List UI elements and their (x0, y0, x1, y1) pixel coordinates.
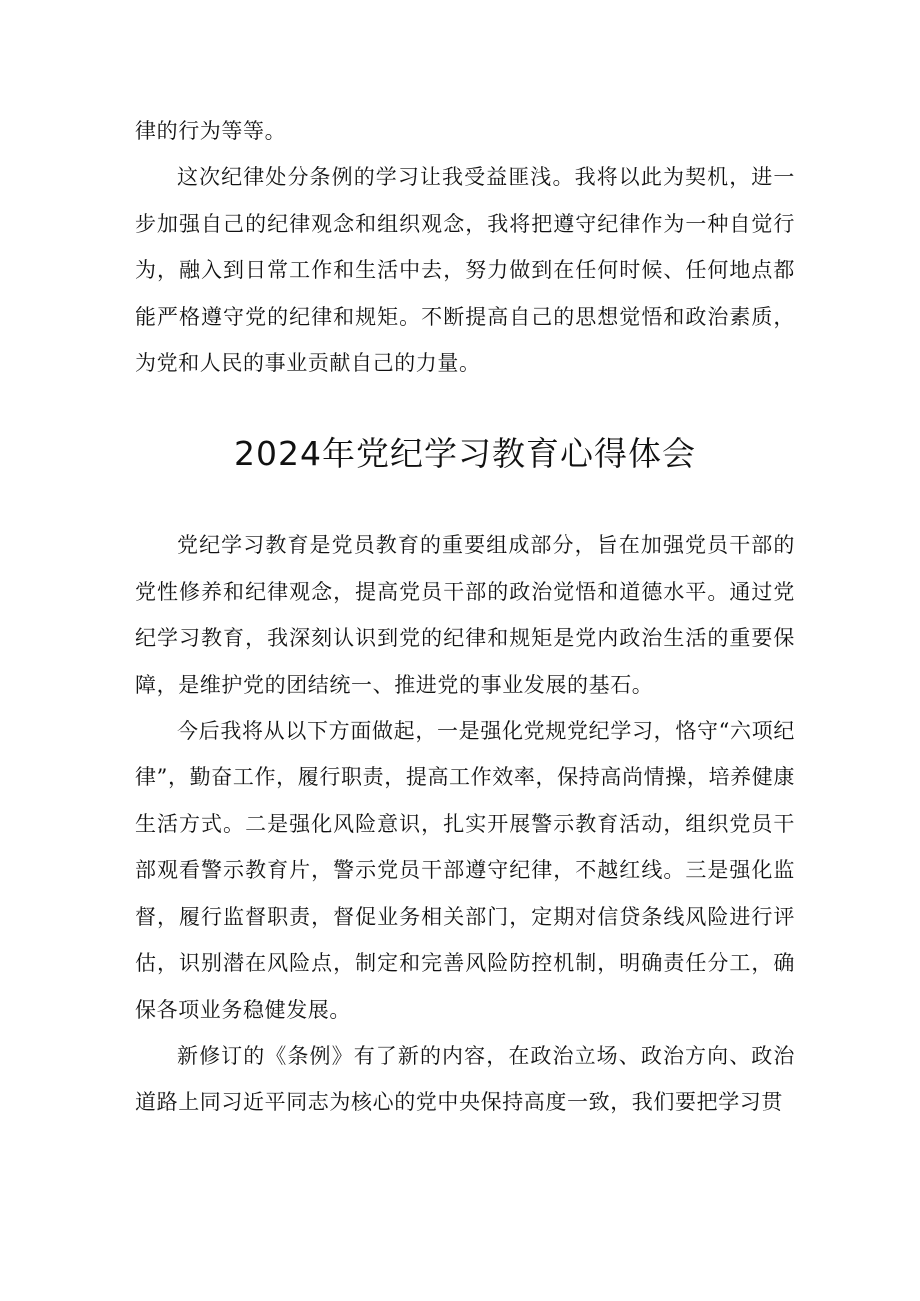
document-title: 2024年党纪学习教育心得体会 (234, 434, 696, 474)
paragraph-plan: 今后我将从以下方面做起，一是强化党规党纪学习，恪守“六项纪律”，勤奋工作，履行职责，提高工作效率，保持高尚情操，培养健康生活方式。二是强化风险意识，扎实开展警示教育活动，组织党员干部观看警示教育片，警示党员干部遵守纪律，不越红线。三是强化监督，履行监督职责，督促业务相关部门，定期对信贷条线风险进行评估，识别潜在风险点，制定和完善风险防控机制，明确责任分工，确保各项业务稳健发展。 (135, 719, 795, 1022)
paragraph-regulation: 新修订的《条例》有了新的内容，在政治立场、政治方向、政治道路上同习近平同志为核心的党中央保持高度一致，我们要把学习贯 (135, 1043, 795, 1115)
paragraph-intro: 党纪学习教育是党员教育的重要组成部分，旨在加强党员干部的党性修养和纪律观念，提高党员干部的政治觉悟和道德水平。通过党纪学习教育，我深刻认识到党的纪律和规矩是党内政治生活的重要保障，是维护党的团结统一、推进党的事业发展的基石。 (135, 533, 795, 697)
paragraph-conclusion: 这次纪律处分条例的学习让我受益匪浅。我将以此为契机，进一步加强自己的纪律观念和组织观念，我将把遵守纪律作为一种自觉行为，融入到日常工作和生活中去，努力做到在任何时候、任何地点都能严格遵守党的纪律和规矩。不断提高自己的思想觉悟和政治素质，为党和人民的事业贡献自己的力量。 (135, 165, 795, 376)
document-content (135, 108, 795, 1126)
paragraph-continuation: 律的行为等等。 (135, 119, 287, 143)
title-block (135, 434, 795, 474)
